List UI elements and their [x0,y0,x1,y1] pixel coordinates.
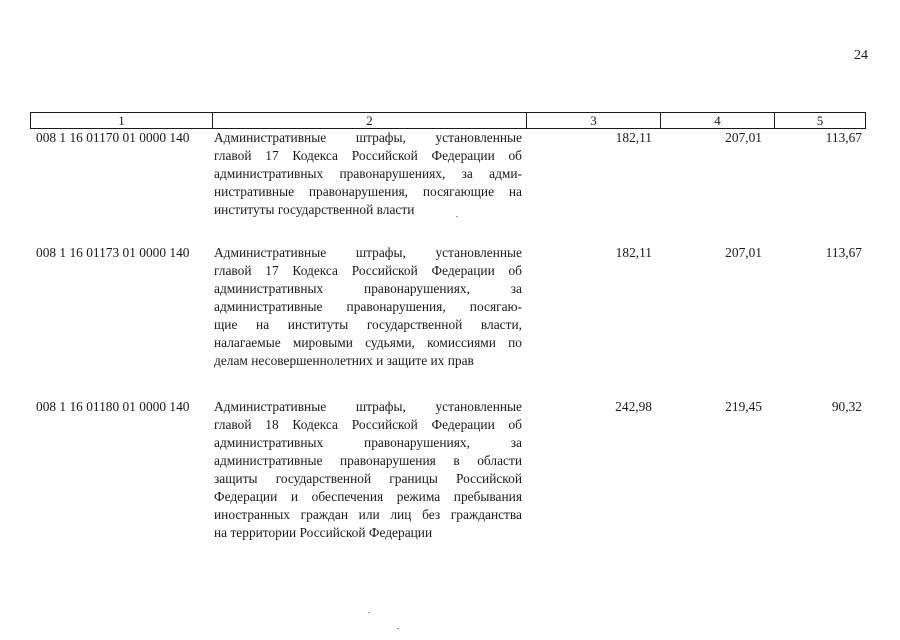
value-col-4: 207,01 [725,245,762,260]
table-header [30,112,866,129]
value-col-3: 182,11 [615,130,652,145]
description-line: административных правонарушениях, за [214,281,522,296]
value-col-3: 242,98 [615,399,652,414]
row-description [214,398,522,542]
value-col-5: 113,67 [825,245,862,260]
header-col-3: 3 [527,113,661,128]
description-line: главой 18 Кодекса Российской Федерации об [214,417,522,432]
scan-speck [456,216,458,217]
description-line: щие на институты государственной власти, [214,317,522,332]
budget-code: 008 1 16 01170 01 0000 140 [36,130,190,145]
description-line: административные правонарушения в области [214,453,522,468]
description-line: налагаемые мировыми судьями, комиссиями по [214,335,522,350]
description-line: главой 17 Кодекса Российской Федерации об [214,263,522,278]
value-col-5: 90,32 [831,399,862,414]
page-number: 24 [854,48,868,63]
description-line: на территории Российской Федерации [214,525,433,540]
header-col-5: 5 [816,113,824,128]
description-line: административных правонарушениях, за [214,435,522,450]
description-line: защиты государственной границы Российской [214,471,522,486]
description-line: иностранных граждан или лиц без гражданства [214,507,522,522]
value-col-4: 207,01 [725,130,762,145]
description-line: Административные штрафы, установленные [214,130,522,145]
description-line: административных правонарушениях, за адми- [214,166,522,181]
value-col-4: 219,45 [725,399,762,414]
budget-code: 008 1 16 01180 01 0000 140 [36,399,190,414]
description-line: Федерации и обеспечения режима пребывания [214,489,522,504]
description-line: нистративные правонарушения, посягающие на [214,184,522,199]
description-line: административные правонарушения, посягаю- [214,299,522,314]
description-line: делам несовершеннолетних и защите их прав [214,353,474,368]
budget-code: 008 1 16 01173 01 0000 140 [36,245,190,260]
description-line: Административные штрафы, установленные [214,399,522,414]
row-description [214,129,522,219]
row-description [214,244,522,370]
value-col-5: 113,67 [825,130,862,145]
value-col-3: 182,11 [615,245,652,260]
description-line: институты государственной власти [214,202,415,217]
scan-speck [368,612,370,613]
header-col-4: 4 [661,113,775,128]
scan-speck [397,628,399,629]
header-col-2: 2 [213,113,527,128]
description-line: главой 17 Кодекса Российской Федерации об [214,148,522,163]
header-col-1: 1 [31,113,213,128]
description-line: Административные штрафы, установленные [214,245,522,260]
